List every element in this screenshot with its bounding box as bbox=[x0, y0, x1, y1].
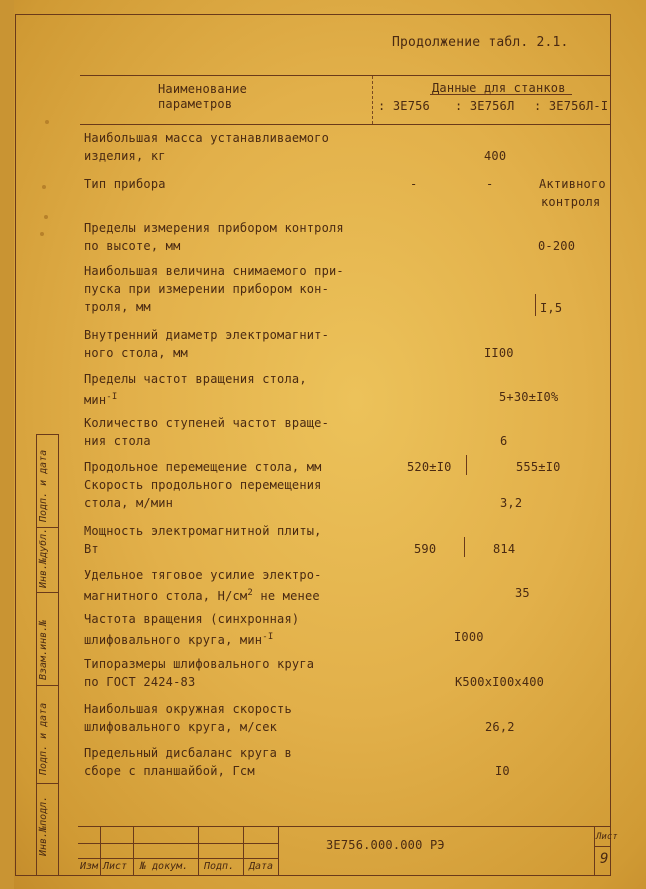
row-8-value-2: 555±I0 bbox=[516, 460, 561, 474]
row-6-value: 5+30±I0% bbox=[499, 390, 559, 404]
row-2-value-3b: контроля bbox=[541, 195, 601, 209]
row-14-name-2: шлифовального круга, м/сек bbox=[84, 720, 278, 734]
stamp-cell-rule bbox=[36, 592, 58, 593]
row-3-name-2: по высоте, мм bbox=[84, 239, 181, 253]
row-7-name-1: Количество ступеней частот враще- bbox=[84, 416, 330, 430]
row-4-value: I,5 bbox=[540, 301, 563, 315]
row-10-value-1: 590 bbox=[414, 542, 437, 556]
stamp-podp-data-2 bbox=[38, 502, 49, 522]
row-7-value: 6 bbox=[500, 434, 508, 448]
data-col-head: Данные для станков bbox=[432, 81, 566, 95]
row-11-name-1: Удельное тяговое усилие электро- bbox=[84, 568, 322, 582]
stamp-line-1 bbox=[36, 434, 37, 876]
row-5-value: II00 bbox=[484, 346, 514, 360]
tb-col-rule bbox=[243, 826, 244, 876]
stamp-cell-rule bbox=[36, 685, 58, 686]
row-12-name-2 bbox=[84, 628, 273, 649]
row-11-exponent: 2 bbox=[247, 588, 253, 598]
row-6-exponent: -I bbox=[106, 392, 118, 402]
title-block-mid-rule bbox=[78, 843, 278, 844]
row-1-name-2: изделия, кг bbox=[84, 149, 166, 163]
row-10-name-1: Мощность электромагнитной плиты, bbox=[84, 524, 322, 538]
stamp-inv-dubl bbox=[38, 568, 49, 588]
tb-col-doc: № докум. bbox=[140, 861, 189, 872]
row-9-value: 3,2 bbox=[500, 496, 523, 510]
tb-col-rule bbox=[100, 826, 101, 876]
row-5-name-1: Внутренний диаметр электромагнит- bbox=[84, 328, 330, 342]
row-14-value: 26,2 bbox=[485, 720, 515, 734]
row-12-name-1: Частота вращения (синхронная) bbox=[84, 612, 300, 626]
stamp-podp-data-1 bbox=[38, 755, 49, 775]
row-4-name-1: Наибольшая величина снимаемого при- bbox=[84, 264, 344, 278]
row-15-name-2: сборе с планшайбой, Гсм bbox=[84, 764, 255, 778]
row-4-name-3: троля, мм bbox=[84, 300, 151, 314]
row-4-name-2: пуска при измерении прибором кон- bbox=[84, 282, 330, 296]
tb-col-rule bbox=[278, 826, 279, 876]
continuation-label: Продолжение табл. 2.1. bbox=[392, 35, 569, 50]
row-7-name-2: ния стола bbox=[84, 434, 151, 448]
row-2-name-1: Тип прибора bbox=[84, 177, 166, 191]
row-1-name-1: Наибольшая масса устанавливаемого bbox=[84, 131, 330, 145]
row-3-name-1: Пределы измерения прибором контроля bbox=[84, 221, 344, 235]
row-12-exponent: -I bbox=[262, 632, 274, 642]
head-divider bbox=[372, 76, 373, 124]
row-10-value-2: 814 bbox=[493, 542, 516, 556]
title-block-low-rule bbox=[78, 858, 278, 859]
param-col-head-2: параметров bbox=[158, 97, 233, 111]
row-6-unit: мин bbox=[84, 393, 107, 407]
data-col-head-underline bbox=[430, 94, 572, 95]
table-head-rule bbox=[80, 124, 611, 125]
binding-edge bbox=[0, 0, 14, 889]
row-5-name-2: ного стола, мм bbox=[84, 346, 188, 360]
param-col-head-1: Наименование bbox=[158, 82, 248, 96]
row-11-name-2 bbox=[84, 584, 320, 605]
row-13-name-1: Типоразмеры шлифовального круга bbox=[84, 657, 315, 671]
row-8-divider bbox=[466, 455, 467, 475]
stamp-inv-podl bbox=[38, 836, 49, 856]
tb-col-podp: Подп. bbox=[204, 861, 235, 872]
tb-col-rule bbox=[133, 826, 134, 876]
row-2-value-2: - bbox=[486, 177, 494, 191]
row-13-name-2: по ГОСТ 2424-83 bbox=[84, 675, 196, 689]
tb-col-date: Дата bbox=[249, 861, 274, 872]
row-12-value: I000 bbox=[454, 630, 484, 644]
row-8-name-1: Продольное перемещение стола, мм bbox=[84, 460, 322, 474]
tb-col-list: Лист bbox=[103, 861, 128, 872]
row-3-value: 0-200 bbox=[538, 239, 576, 253]
row-15-value: I0 bbox=[495, 764, 510, 778]
model-3: : 3Е756Л-I bbox=[534, 99, 609, 113]
row-10-name-2: Вт bbox=[84, 542, 99, 556]
sheet-number: 9 bbox=[600, 851, 609, 867]
doc-number: 3Е756.000.000 РЭ bbox=[326, 838, 445, 852]
row-14-name-1: Наибольшая окружная скорость bbox=[84, 702, 292, 716]
table-top-rule bbox=[80, 75, 611, 76]
row-6-name-2 bbox=[84, 388, 118, 409]
stamp-line-2 bbox=[58, 434, 59, 876]
tb-col-rule bbox=[198, 826, 199, 876]
row-9-name-1: Скорость продольного перемещения bbox=[84, 478, 322, 492]
row-13-value: К500хI00х400 bbox=[455, 675, 545, 689]
row-10-divider bbox=[464, 537, 465, 557]
row-2-value-1: - bbox=[410, 177, 418, 191]
model-1: : 3Е756 bbox=[378, 99, 430, 113]
row-12-unit: шлифовального круга, мин bbox=[84, 633, 263, 647]
row-1-value: 400 bbox=[484, 149, 507, 163]
row-2-value-3a: Активного bbox=[539, 177, 606, 191]
row-11-unit: магнитного стола, Н/см bbox=[84, 589, 248, 603]
stamp-cell-rule bbox=[36, 434, 58, 435]
row-4-tick bbox=[535, 294, 536, 316]
stamp-cell-rule bbox=[36, 783, 58, 784]
row-11-value: 35 bbox=[515, 586, 530, 600]
row-15-name-1: Предельный дисбаланс круга в bbox=[84, 746, 292, 760]
row-9-name-2: стола, м/мин bbox=[84, 496, 174, 510]
title-block-top-rule bbox=[78, 826, 611, 827]
stamp-vzam-inv bbox=[38, 660, 49, 680]
tb-sheet-rule bbox=[594, 826, 595, 876]
row-8-value-1: 520±I0 bbox=[407, 460, 452, 474]
row-6-name-1: Пределы частот вращения стола, bbox=[84, 372, 307, 386]
sheet-label: Лист bbox=[596, 832, 618, 842]
model-2: : 3Е756Л bbox=[455, 99, 515, 113]
tb-sheet-cell-rule bbox=[594, 846, 611, 847]
tb-col-izm: Изм bbox=[80, 861, 99, 872]
row-11-suffix: не менее bbox=[252, 589, 320, 603]
